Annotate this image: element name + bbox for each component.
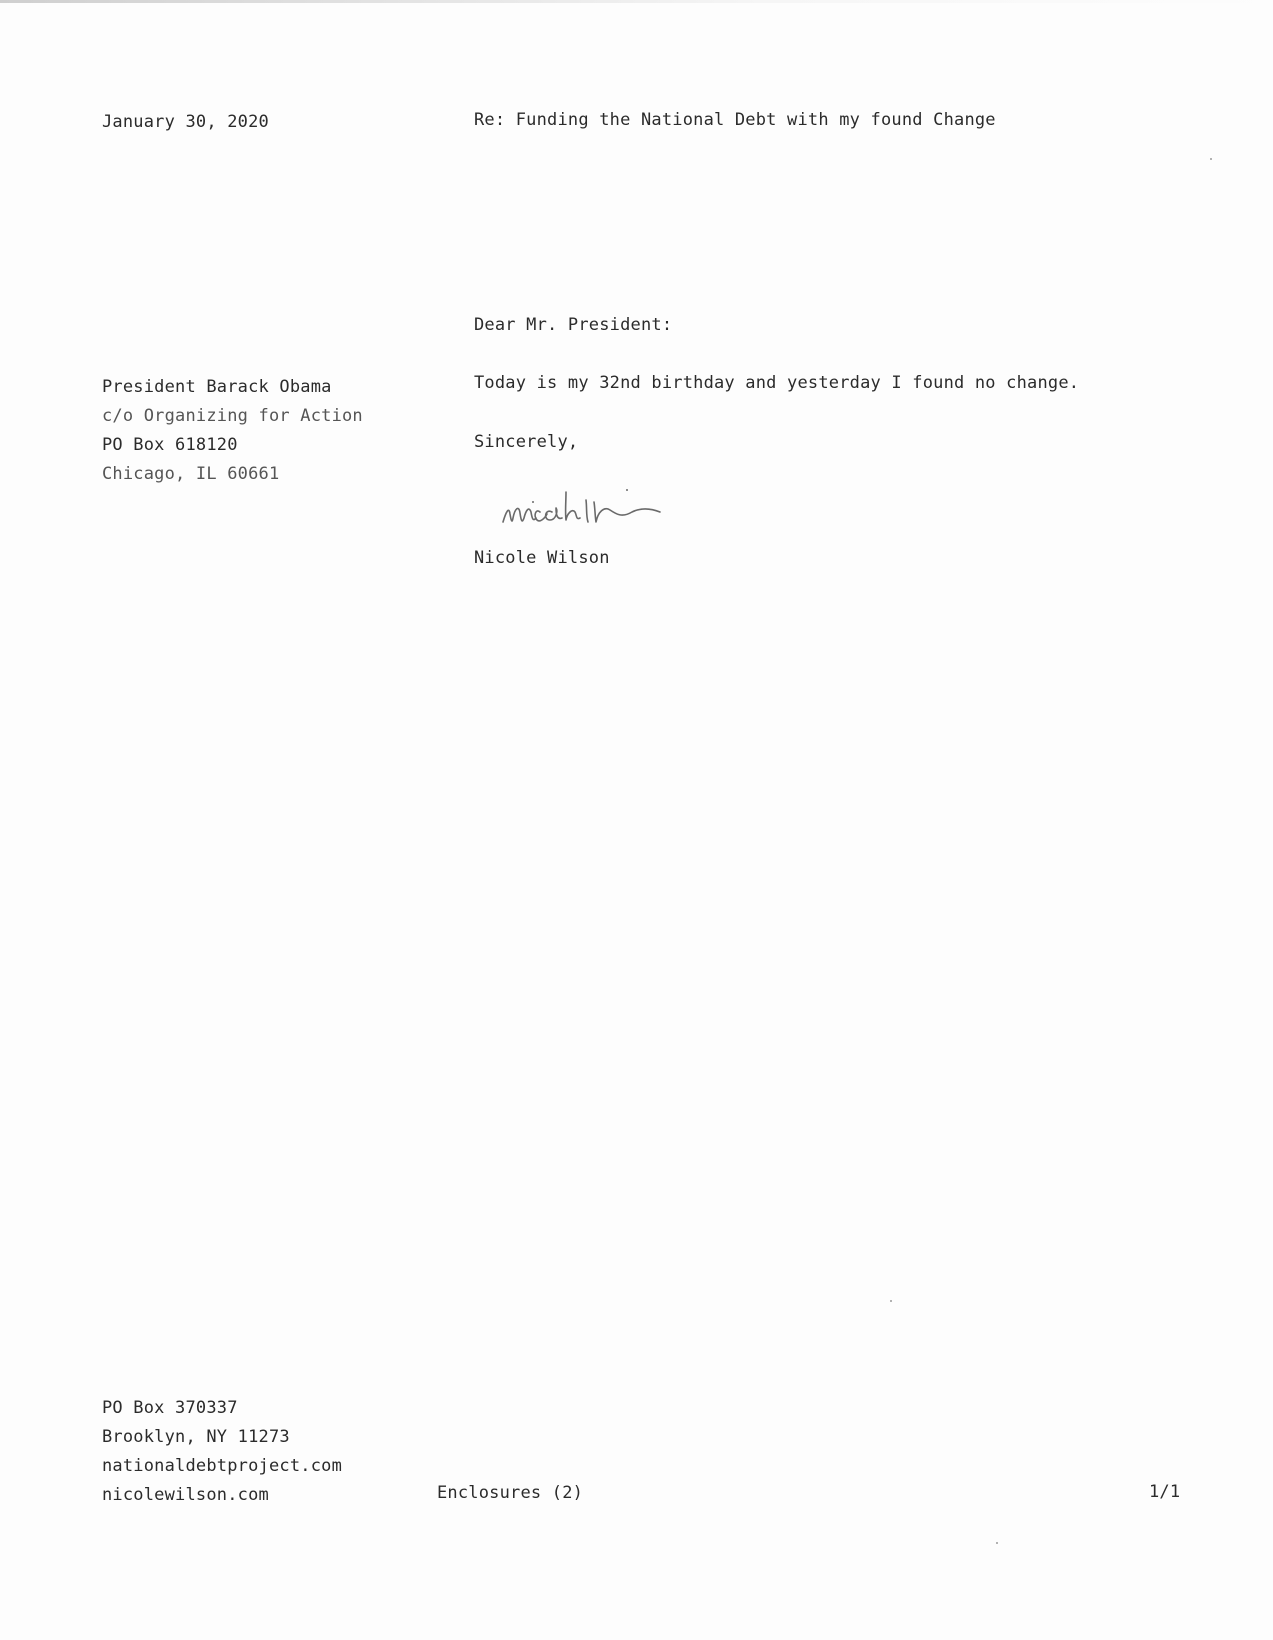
handwritten-signature [500,478,750,534]
page-number: 1/1 [1149,1482,1181,1502]
recipient-name: President Barack Obama [102,377,332,397]
enclosures-note: Enclosures (2) [437,1483,584,1503]
sender-po-box: PO Box 370337 [102,1398,238,1418]
recipient-organization: c/o Organizing for Action [102,406,363,426]
sender-city: Brooklyn, NY 11273 [102,1427,290,1447]
sender-website-project: nationaldebtproject.com [102,1456,343,1476]
scan-speck [890,1300,892,1302]
letter-subject: Re: Funding the National Debt with my found Change [474,110,996,130]
scan-speck [996,1542,998,1544]
recipient-city: Chicago, IL 60661 [102,464,280,484]
closing: Sincerely, [474,432,579,452]
letter-date: January 30, 2020 [102,112,269,132]
recipient-po-box: PO Box 618120 [102,435,238,455]
letter-body: Today is my 32nd birthday and yesterday I found no change. [474,373,1080,393]
sender-website-personal: nicolewilson.com [102,1485,269,1505]
recipient-address [102,373,363,489]
scan-edge [0,0,1273,3]
sender-address [102,1394,342,1510]
signer-name: Nicole Wilson [474,548,610,568]
salutation: Dear Mr. President: [474,315,673,335]
scan-speck [1210,158,1212,160]
